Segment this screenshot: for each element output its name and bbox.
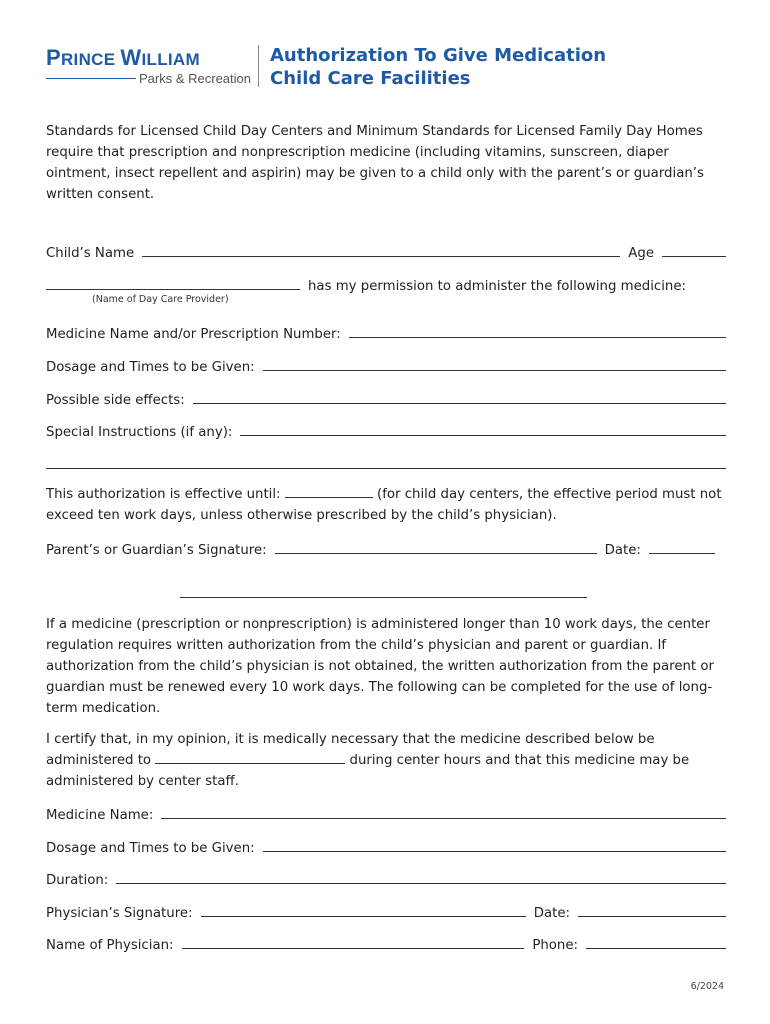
- provider-row: [46, 272, 726, 294]
- childs-name-field[interactable]: [142, 242, 620, 257]
- parent-date-label: Date:: [604, 543, 641, 558]
- lt-medicine-name-row: [46, 801, 726, 823]
- intro-paragraph: Standards for Licensed Child Day Centers and Minimum Standards for Licensed Family Day Homes require that prescription and nonprescription medicine (including vitamins, sunscreen, diaper ointment, insect repellent and aspirin) may be given to a child only with the parent’s or guardian’s written consent.: [46, 124, 704, 202]
- effective-until-label: This authorization is effective until:: [46, 487, 281, 502]
- special-instructions-extra-field[interactable]: [46, 454, 726, 469]
- provider-name-field[interactable]: [46, 275, 300, 290]
- header-divider: [258, 45, 259, 87]
- childs-name-row: [46, 239, 726, 261]
- lt-dosage-row: [46, 834, 726, 856]
- section-divider: [180, 597, 587, 598]
- special-instructions-field[interactable]: [240, 421, 726, 436]
- form-title-line-1: Authorization To Give Medication: [270, 45, 607, 66]
- age-field[interactable]: [662, 242, 726, 257]
- long-term-paragraph: If a medicine (prescription or nonprescription) is administered longer than 10 work days, the center regulation requires written authorization from the child’s physician and parent or guardian. If authorization from the child’s physician is not obtained, the written authorization from the parent or guardian must be renewed every 10 work days. The following can be completed for the use of long-term medication.: [46, 617, 714, 716]
- revision-date: 6/2024: [690, 981, 724, 992]
- special-instructions-label: Special Instructions (if any):: [46, 425, 233, 440]
- dosage-field[interactable]: [263, 356, 726, 371]
- parent-date-field[interactable]: [649, 539, 715, 554]
- physician-date-field[interactable]: [578, 902, 726, 917]
- special-instructions-row: [46, 418, 726, 440]
- logo-rule: [46, 78, 136, 79]
- lt-medicine-name-field[interactable]: [161, 804, 726, 819]
- dosage-label: Dosage and Times to be Given:: [46, 360, 255, 375]
- duration-label: Duration:: [46, 873, 109, 888]
- effective-paragraph: [46, 484, 736, 526]
- form-title: [270, 44, 606, 90]
- side-effects-row: [46, 386, 726, 408]
- effective-note: (for child day centers, the effective period must not exceed ten work days, unless otherwise prescribed by the child’s physician).: [46, 487, 722, 523]
- certify-text-start: I certify that, in my opinion, it is medically necessary that the medicine described below be administered to: [46, 732, 655, 768]
- physician-name-row: [46, 931, 726, 953]
- permission-text: has my permission to administer the following medicine:: [308, 279, 686, 294]
- effective-until-field[interactable]: [285, 485, 373, 498]
- physician-name-field[interactable]: [182, 934, 525, 949]
- physician-signature-row: [46, 899, 726, 921]
- medicine-name-rx-label: Medicine Name and/or Prescription Number:: [46, 327, 341, 342]
- physician-signature-field[interactable]: [201, 902, 526, 917]
- parent-signature-row: [46, 536, 726, 558]
- certify-text-end: during center hours and that this medicine may be administered by center staff.: [46, 753, 690, 789]
- duration-row: [46, 866, 726, 888]
- provider-caption: (Name of Day Care Provider): [92, 294, 229, 305]
- side-effects-field[interactable]: [193, 389, 726, 404]
- special-instructions-extra-row: [46, 451, 726, 473]
- prince-william-logo: [46, 45, 251, 86]
- phone-field[interactable]: [586, 934, 726, 949]
- physician-name-label: Name of Physician:: [46, 938, 174, 953]
- phone-label: Phone:: [532, 938, 578, 953]
- medicine-name-rx-field[interactable]: [349, 323, 726, 338]
- dosage-row: [46, 353, 726, 375]
- lt-medicine-name-label: Medicine Name:: [46, 808, 154, 823]
- duration-field[interactable]: [116, 869, 726, 884]
- form-title-line-2: Child Care Facilities: [270, 68, 471, 89]
- medicine-name-rx-row: [46, 320, 726, 342]
- lt-dosage-label: Dosage and Times to be Given:: [46, 841, 255, 856]
- logo-subtitle: Parks & Recreation: [139, 71, 251, 86]
- parent-signature-label: Parent’s or Guardian’s Signature:: [46, 543, 267, 558]
- lt-dosage-field[interactable]: [263, 837, 726, 852]
- parent-signature-field[interactable]: [275, 539, 597, 554]
- patient-name-field[interactable]: [155, 751, 345, 764]
- certify-paragraph: [46, 729, 736, 792]
- childs-name-label: Child’s Name: [46, 246, 135, 261]
- logo-org-name: PRINCE WILLIAM: [46, 45, 200, 70]
- physician-signature-label: Physician’s Signature:: [46, 906, 193, 921]
- physician-date-label: Date:: [533, 906, 570, 921]
- age-label: Age: [628, 246, 654, 261]
- side-effects-label: Possible side effects:: [46, 393, 185, 408]
